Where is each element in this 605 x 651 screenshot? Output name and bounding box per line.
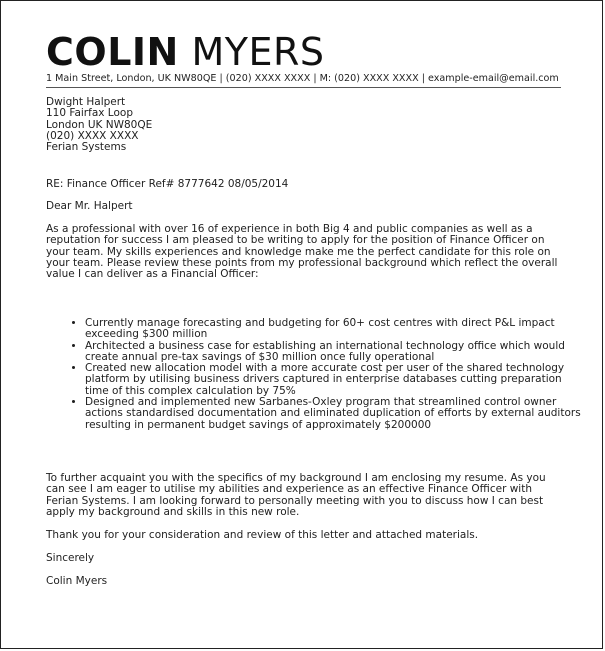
thanks-paragraph: Thank you for your consideration and review of this letter and attached materials. (46, 529, 479, 541)
list-item: • Architected a business case for establishing an international technology office which would create annual pre-tax savings of $30 million once fully operational (85, 341, 585, 364)
achievements-list (67, 318, 585, 431)
recipient-company: Ferian Systems (46, 141, 127, 154)
recipient-phone: (020) XXXX XXXX (46, 129, 139, 142)
closing: Sincerely (46, 552, 95, 564)
list-item: • Created new allocation model with a more accurate cost per user of the shared technology platform by utilising business drivers captured in enterprise databases cutting preparation time of this complex calculation by 75% (85, 363, 585, 397)
contact-line: 1 Main Street, London, UK NW80QE | (020) XXXX XXXX | M: (020) XXXX XXXX | example-email@email.com (46, 73, 559, 84)
recipient-address (46, 97, 566, 153)
applicant-name (46, 32, 325, 72)
recipient-name: Dwight Halpert (46, 96, 126, 108)
last-name: MYERS (191, 30, 325, 74)
recipient-city: London UK NW80QE (46, 118, 153, 131)
signature-name: Colin Myers (46, 575, 108, 587)
opening-paragraph: As a professional with over 16 of experience in both Big 4 and public companies as well as a reputation for success I am pleased to be writing to apply for the position of Finance Officer on your team. My skills experiences and knowledge make me the perfect candidate for this role on your team. Please review these points from my professional background which reflect the overall value I can deliver as a Financial Officer: (46, 223, 558, 281)
list-item: • Designed and implemented new Sarbanes-Oxley program that streamlined control owner actions standardised documentation and eliminated duplication of efforts by external auditors resulting in permanent budget savings of approximately $200000 (85, 397, 585, 431)
list-item: • Currently manage forecasting and budgeting for 60+ cost centres with direct P&L impact exceeding $300 million (85, 318, 585, 341)
reference-line: RE: Finance Officer Ref# 8777642 08/05/2014 (46, 178, 289, 190)
header-divider (46, 87, 561, 88)
salutation: Dear Mr. Halpert (46, 200, 133, 212)
first-name: COLIN (46, 30, 179, 74)
body-paragraph: To further acquaint you with the specifics of my background I am enclosing my resume. As you can see I am eager to utilise my abilities and experience as an effective Finance Officer with Ferian Systems. I am looking forward to personally meeting with you to discuss how I can best apply my background and skills in this new role. (46, 472, 546, 518)
recipient-street: 110 Fairfax Loop (46, 107, 133, 120)
